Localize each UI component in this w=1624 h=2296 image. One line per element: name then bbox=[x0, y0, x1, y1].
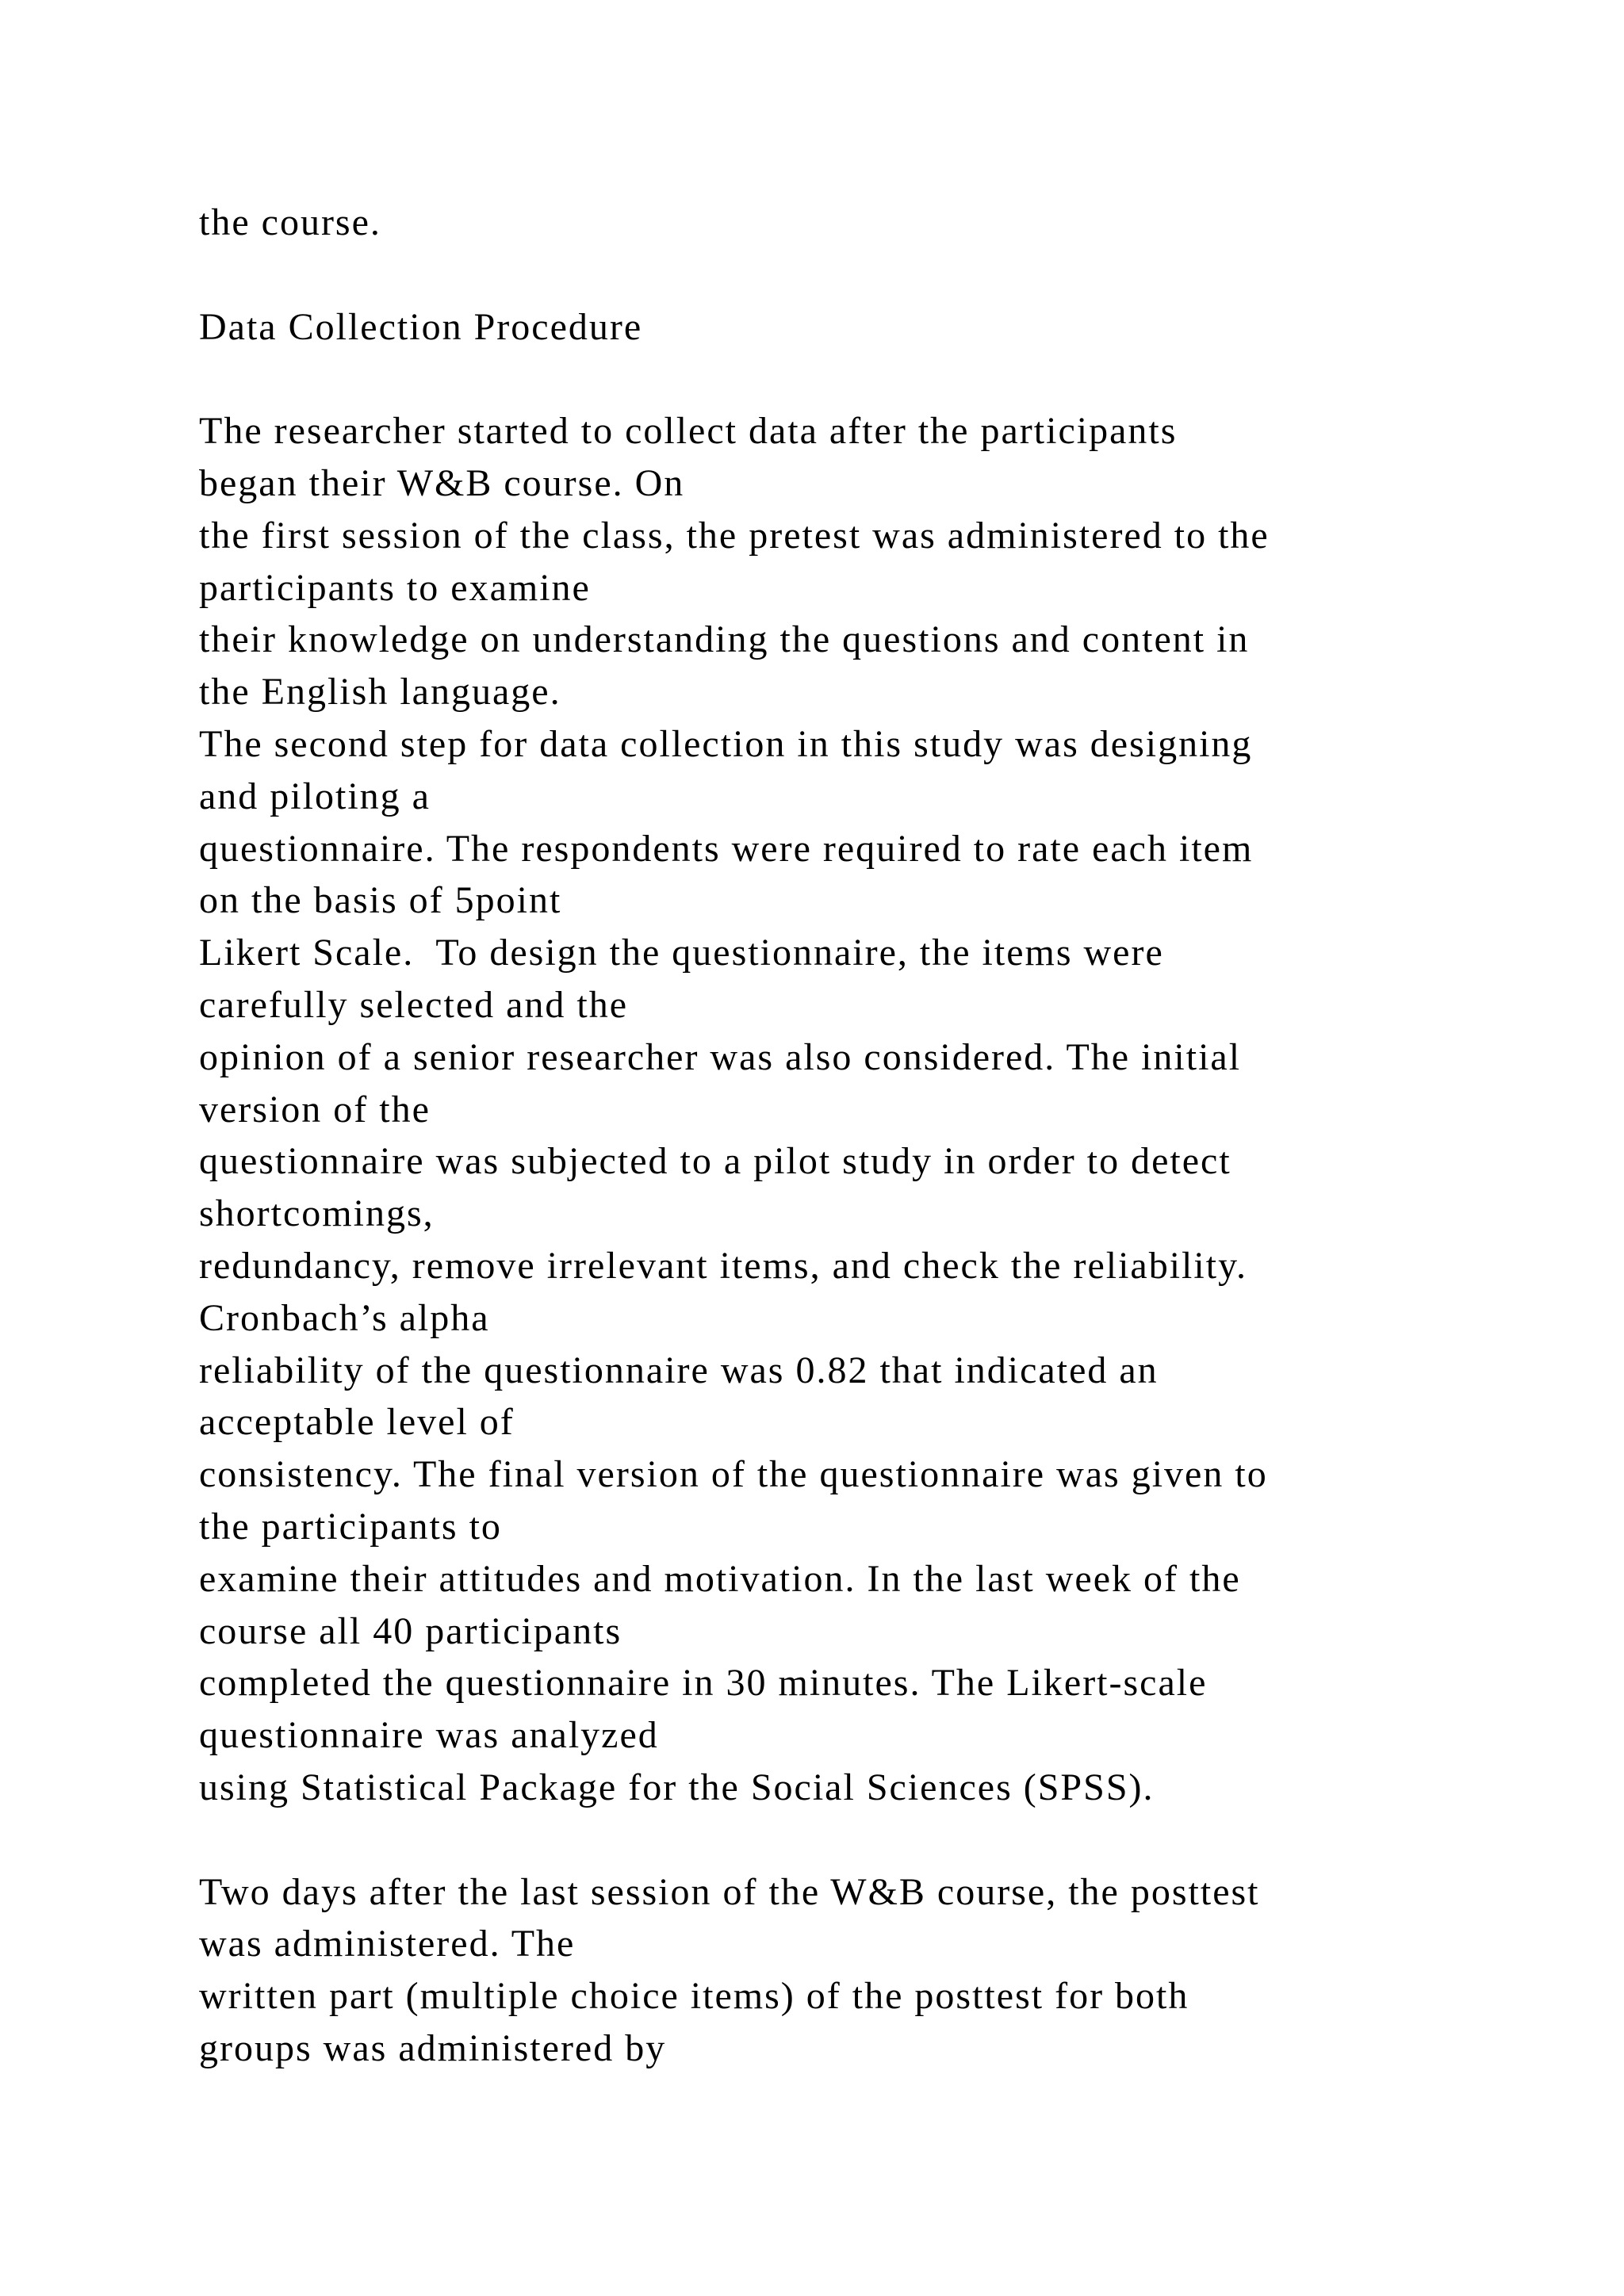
text-line: written part (multiple choice items) of the posttest for both bbox=[199, 1975, 1189, 2018]
text-line: shortcomings, bbox=[199, 1192, 435, 1235]
text-line: version of the bbox=[199, 1088, 431, 1131]
text-line: groups was administered by bbox=[199, 2026, 667, 2069]
text-line: The second step for data collection in this study was designing bbox=[199, 722, 1253, 765]
text-line: questionnaire was subjected to a pilot study in order to detect bbox=[199, 1140, 1231, 1183]
text-line: questionnaire. The respondents were required to rate each item bbox=[199, 827, 1254, 870]
text-line: completed the questionnaire in 30 minutes. The Likert-scale bbox=[199, 1662, 1208, 1705]
text-line: on the basis of 5point bbox=[199, 879, 562, 922]
text-line: carefully selected and the bbox=[199, 983, 629, 1026]
text-line: opinion of a senior researcher was also considered. The initial bbox=[199, 1035, 1242, 1078]
text-line: Likert Scale. To design the questionnaire, the items were bbox=[199, 932, 1164, 974]
text-line: using Statistical Package for the Social Sciences (SPSS). bbox=[199, 1766, 1155, 1808]
document-body-text bbox=[199, 197, 1547, 2075]
text-line: the English language. bbox=[199, 671, 561, 714]
text-line: acceptable level of bbox=[199, 1401, 515, 1444]
text-line bbox=[199, 1814, 1547, 1866]
text-line: reliability of the questionnaire was 0.82 that indicated an bbox=[199, 1349, 1159, 1391]
text-line: Cronbach’s alpha bbox=[199, 1296, 490, 1339]
text-line: began their W&B course. On bbox=[199, 461, 685, 504]
text-line: was administered. The bbox=[199, 1923, 576, 1965]
text-line: consistency. The final version of the questionnaire was given to bbox=[199, 1453, 1268, 1496]
text-line: examine their attitudes and motivation. In the last week of the bbox=[199, 1557, 1241, 1600]
text-line: Two days after the last session of the W&B course, the posttest bbox=[199, 1870, 1260, 1913]
text-line: Data Collection Procedure bbox=[199, 305, 643, 348]
text-line: redundancy, remove irrelevant items, and check the reliability. bbox=[199, 1244, 1247, 1287]
text-line bbox=[199, 353, 1547, 405]
text-line: course all 40 participants bbox=[199, 1609, 622, 1652]
text-line bbox=[199, 249, 1547, 301]
text-line: The researcher started to collect data after the participants bbox=[199, 410, 1178, 453]
text-line: and piloting a bbox=[199, 775, 431, 817]
text-line: the first session of the class, the pretest was administered to the bbox=[199, 514, 1270, 557]
text-line: the course. bbox=[199, 201, 381, 243]
text-line: their knowledge on understanding the questions and content in bbox=[199, 618, 1250, 661]
text-line: questionnaire was analyzed bbox=[199, 1714, 659, 1757]
text-line: participants to examine bbox=[199, 566, 591, 609]
text-line: the participants to bbox=[199, 1505, 502, 1548]
